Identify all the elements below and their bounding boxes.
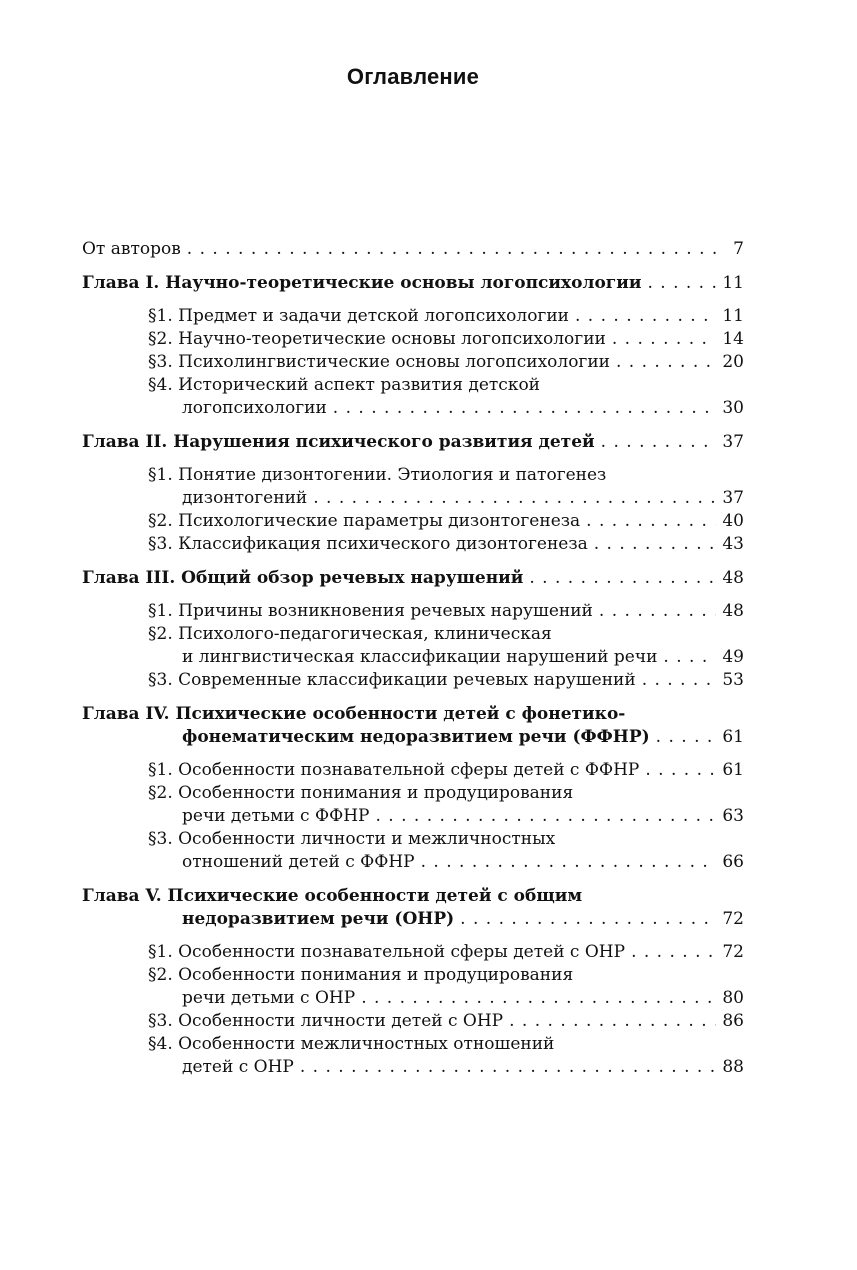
section-title-line[interactable]: §4. Особенности межличностных отношений bbox=[148, 1034, 555, 1054]
section-block bbox=[82, 533, 744, 556]
section-title: §3. Психолингвистические основы логопсихологии bbox=[148, 352, 610, 372]
section-entry[interactable] bbox=[82, 351, 744, 374]
toc-entry-intro[interactable] bbox=[82, 238, 744, 261]
page-number: 37 bbox=[722, 488, 744, 508]
section-block bbox=[82, 374, 744, 420]
page-number: 14 bbox=[722, 329, 744, 349]
page-number: 66 bbox=[722, 852, 744, 872]
section-block bbox=[82, 464, 744, 510]
section-block bbox=[82, 828, 744, 874]
chapter-block bbox=[82, 567, 744, 590]
page-number: 43 bbox=[722, 534, 744, 554]
section-title: дизонтогений bbox=[182, 488, 308, 508]
section-title: §1. Предмет и задачи детской логопсихологии bbox=[148, 306, 569, 326]
section-block bbox=[82, 759, 744, 782]
dot-leader bbox=[599, 600, 716, 623]
dot-leader bbox=[594, 533, 716, 556]
spacer bbox=[82, 556, 744, 567]
section-title: речи детьми с ОНР bbox=[182, 988, 356, 1008]
dot-leader bbox=[529, 567, 716, 590]
section-block bbox=[82, 1010, 744, 1033]
section-block bbox=[82, 669, 744, 692]
section-block bbox=[82, 964, 744, 1010]
section-title-line[interactable]: §2. Особенности понимания и продуцирования bbox=[148, 965, 574, 985]
chapter-entry[interactable] bbox=[82, 431, 744, 454]
dot-leader bbox=[460, 908, 716, 931]
section-block bbox=[82, 600, 744, 623]
page-number: 30 bbox=[722, 398, 744, 418]
dot-leader bbox=[612, 328, 716, 351]
section-title: §1. Особенности познавательной сферы детей с ФФНР bbox=[148, 760, 640, 780]
spacer bbox=[82, 454, 744, 464]
page-number: 37 bbox=[722, 432, 744, 452]
chapter-title: Глава III. Общий обзор речевых нарушений bbox=[82, 568, 524, 588]
spacer bbox=[82, 874, 744, 885]
section-block bbox=[82, 305, 744, 328]
section-title: §2. Научно-теоретические основы логопсихологии bbox=[148, 329, 606, 349]
chapter-title: Глава II. Нарушения психического развития детей bbox=[82, 432, 595, 452]
chapter-entry[interactable] bbox=[82, 908, 744, 931]
chapter-block bbox=[82, 431, 744, 454]
chapter-entry[interactable] bbox=[82, 726, 744, 749]
dot-leader bbox=[601, 431, 716, 454]
section-title: логопсихологии bbox=[182, 398, 327, 418]
dot-leader bbox=[300, 1056, 716, 1079]
section-title: §1. Особенности познавательной сферы детей с ОНР bbox=[148, 942, 626, 962]
page-number: 72 bbox=[722, 942, 744, 962]
section-entry[interactable] bbox=[82, 759, 744, 782]
page-title: Оглавление bbox=[346, 64, 480, 89]
dot-leader bbox=[663, 646, 716, 669]
page-number: 20 bbox=[722, 352, 744, 372]
page-number: 86 bbox=[722, 1011, 744, 1031]
spacer bbox=[82, 749, 744, 759]
section-title: детей с ОНР bbox=[182, 1057, 294, 1077]
page-number: 11 bbox=[722, 306, 744, 326]
dot-leader bbox=[421, 851, 716, 874]
chapter-block bbox=[82, 885, 744, 931]
section-entry[interactable] bbox=[82, 397, 744, 420]
section-title: §1. Причины возникновения речевых нарушений bbox=[148, 601, 593, 621]
section-title: §3. Особенности личности детей с ОНР bbox=[148, 1011, 504, 1031]
spacer bbox=[82, 261, 744, 272]
section-block bbox=[82, 328, 744, 351]
dot-leader bbox=[631, 941, 716, 964]
section-block bbox=[82, 351, 744, 374]
page-number: 7 bbox=[733, 239, 744, 259]
table-of-contents bbox=[82, 238, 744, 1079]
section-title-line[interactable]: §2. Психолого-педагогическая, клиническая bbox=[148, 624, 552, 644]
section-entry[interactable] bbox=[82, 1010, 744, 1033]
section-entry[interactable] bbox=[82, 305, 744, 328]
section-block bbox=[82, 1033, 744, 1079]
dot-leader bbox=[656, 726, 716, 749]
section-block bbox=[82, 941, 744, 964]
toc-entry-text: От авторов bbox=[82, 239, 181, 259]
chapter-entry[interactable] bbox=[82, 272, 744, 295]
section-entry[interactable] bbox=[82, 487, 744, 510]
spacer bbox=[82, 692, 744, 703]
page-number: 61 bbox=[722, 760, 744, 780]
section-block bbox=[82, 782, 744, 828]
spacer bbox=[82, 420, 744, 431]
dot-leader bbox=[313, 487, 716, 510]
section-entry[interactable] bbox=[82, 941, 744, 964]
dot-leader bbox=[586, 510, 716, 533]
section-entry[interactable] bbox=[82, 805, 744, 828]
page-number: 63 bbox=[722, 806, 744, 826]
section-title: §3. Современные классификации речевых нарушений bbox=[148, 670, 636, 690]
dot-leader bbox=[509, 1010, 716, 1033]
section-title: отношений детей с ФФНР bbox=[182, 852, 415, 872]
section-title: и лингвистическая классификации нарушений речи bbox=[182, 647, 658, 667]
page-number: 61 bbox=[722, 727, 744, 747]
chapter-title: Глава I. Научно-теоретические основы логопсихологии bbox=[82, 273, 642, 293]
chapter-block bbox=[82, 703, 744, 749]
spacer bbox=[82, 931, 744, 941]
spacer bbox=[82, 590, 744, 600]
page-number: 48 bbox=[722, 568, 744, 588]
page-number: 40 bbox=[722, 511, 744, 531]
dot-leader bbox=[375, 805, 716, 828]
section-entry[interactable] bbox=[82, 1056, 744, 1079]
dot-leader bbox=[645, 759, 716, 782]
section-title: речи детьми с ФФНР bbox=[182, 806, 370, 826]
dot-leader bbox=[616, 351, 716, 374]
chapter-title: фонематическим недоразвитием речи (ФФНР) bbox=[182, 727, 650, 747]
dot-leader bbox=[647, 272, 716, 295]
page-number: 11 bbox=[722, 273, 744, 293]
section-entry[interactable] bbox=[82, 328, 744, 351]
section-entry[interactable] bbox=[82, 600, 744, 623]
chapter-title-line[interactable]: Глава V. Психические особенности детей с общим bbox=[82, 886, 583, 906]
chapter-title-line[interactable]: Глава IV. Психические особенности детей с фонетико- bbox=[82, 704, 626, 724]
section-block bbox=[82, 510, 744, 533]
chapter-block bbox=[82, 272, 744, 295]
section-entry[interactable] bbox=[82, 851, 744, 874]
chapter-entry[interactable] bbox=[82, 567, 744, 590]
dot-leader bbox=[361, 987, 716, 1010]
section-title-line[interactable]: §4. Исторический аспект развития детской bbox=[148, 375, 541, 395]
section-entry[interactable] bbox=[82, 646, 744, 669]
page-number: 80 bbox=[722, 988, 744, 1008]
section-title-line[interactable]: §1. Понятие дизонтогении. Этиология и патогенез bbox=[148, 465, 607, 485]
dot-leader bbox=[575, 305, 716, 328]
section-entry[interactable] bbox=[82, 669, 744, 692]
spacer bbox=[82, 295, 744, 305]
page-number: 88 bbox=[722, 1057, 744, 1077]
chapter-title: недоразвитием речи (ОНР) bbox=[182, 909, 455, 929]
section-title: §2. Психологические параметры дизонтогенеза bbox=[148, 511, 581, 531]
page-number: 48 bbox=[722, 601, 744, 621]
section-entry[interactable] bbox=[82, 987, 744, 1010]
page-number: 72 bbox=[722, 909, 744, 929]
section-block bbox=[82, 623, 744, 669]
page-number: 49 bbox=[722, 647, 744, 667]
section-title: §3. Классификация психического дизонтогенеза bbox=[148, 534, 588, 554]
section-title-line[interactable]: §2. Особенности понимания и продуцирования bbox=[148, 783, 574, 803]
dot-leader bbox=[333, 397, 716, 420]
dot-leader bbox=[642, 669, 716, 692]
dot-leader bbox=[187, 238, 716, 261]
section-entry[interactable] bbox=[82, 533, 744, 556]
section-title-line[interactable]: §3. Особенности личности и межличностных bbox=[148, 829, 556, 849]
page-number: 53 bbox=[722, 670, 744, 690]
section-entry[interactable] bbox=[82, 510, 744, 533]
